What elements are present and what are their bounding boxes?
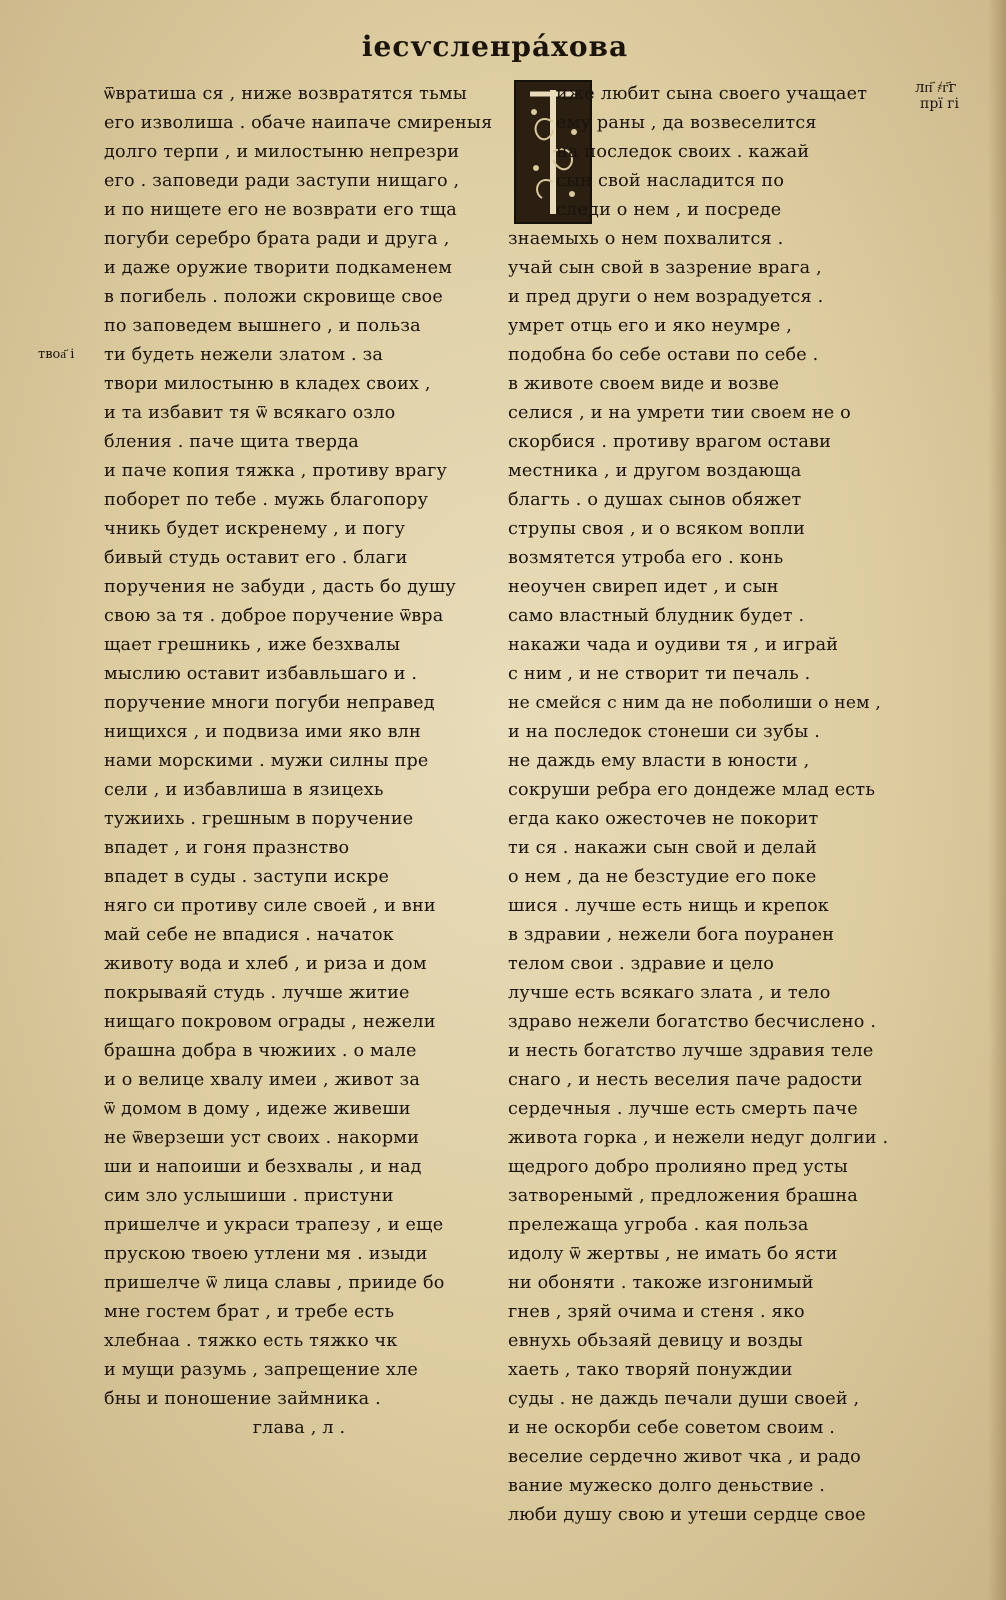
text-line: живота горка , и нежели недуг долгии .: [508, 1128, 889, 1148]
text-line: знаемыхь о нем похвалится .: [508, 229, 784, 249]
text-line: телом свои . здравие и цело: [508, 954, 775, 974]
margin-note-left: твоа҃ і: [38, 347, 75, 362]
text-line: ти ся . накажи сын свой и делай: [508, 838, 817, 858]
text-line: прускою твоею утлени мя . изыди: [104, 1244, 428, 1264]
text-line: прележаща угроба . кая польза: [508, 1215, 809, 1235]
text-line: вание мужеско долго деньствие .: [508, 1476, 826, 1496]
text-line: шися . лучше есть нищь и крепок: [508, 896, 829, 916]
page-edge-shadow: [988, 0, 1006, 1600]
text-line: и паче копия тяжка , противу врагу: [104, 461, 448, 481]
text-line: местника , и другом воздающа: [508, 461, 802, 481]
margin-note-right: прї гі: [920, 96, 960, 112]
text-line: и мущи разумь , запрещение хле: [104, 1360, 418, 1380]
text-line: хлебнаа . тяжко есть тяжко чк: [104, 1331, 398, 1351]
text-line: бления . паче щита тверда: [104, 432, 359, 452]
text-line: не ѿверзеши уст своих . накорми: [104, 1128, 420, 1148]
text-line: и на последок стонеши си зубы .: [508, 722, 820, 742]
text-line: иже любит сына своего учащает: [556, 84, 868, 104]
text-line: само властный блудник будет .: [508, 606, 805, 626]
text-line: сын свой насладится по: [556, 171, 785, 191]
text-line: и несть богатство лучше здравия теле: [508, 1041, 874, 1061]
text-line: люби душу свою и утеши сердце свое: [508, 1505, 866, 1525]
text-line: неоучен свиреп идет , и сын: [508, 577, 779, 597]
text-line: свою за тя . доброе поручение ѿвра: [104, 606, 444, 626]
text-line: и та избавит тя ѿ всякаго озло: [104, 403, 396, 423]
text-line: в здравии , нежели бога поуранен: [508, 925, 835, 945]
text-line: сим зло услышиши . пристуни: [104, 1186, 394, 1206]
text-line: ѿвратиша ся , ниже возвратятся тьмы: [104, 84, 467, 104]
text-line: погуби серебро брата ради и друга ,: [104, 229, 450, 249]
text-line: селися , и на умрети тии своем не о: [508, 403, 851, 423]
text-line: учай сын свой в зазрение врага ,: [508, 258, 822, 278]
text-line: по заповедем вышнего , и польза: [104, 316, 421, 336]
text-line: ти будеть нежели златом . за: [104, 345, 384, 365]
text-line: поборет по тебе . мужь благопору: [104, 490, 429, 510]
page-number: лп҃ ҂г҃г: [915, 78, 957, 96]
text-line: ѿ домом в дому , идеже живеши: [104, 1099, 411, 1119]
text-line: май себе не впадися . начаток: [104, 925, 394, 945]
text-line: поручение многи погуби неправед: [104, 693, 435, 713]
text-line: покрываяй студь . лучше житие: [104, 983, 410, 1003]
text-line: мыслию оставит избавльшаго и .: [104, 664, 418, 684]
text-line: лучше есть всякаго злата , и тело: [508, 983, 831, 1003]
text-line: впадет , и гоня празнство: [104, 838, 350, 858]
text-line: бивый студь оставит его . благи: [104, 548, 408, 568]
text-line: суды . не даждь печали души своей ,: [508, 1389, 860, 1409]
text-line: в погибель . положи скровище свое: [104, 287, 443, 307]
text-line: мне гостем брат , и требе есть: [104, 1302, 395, 1322]
text-line: накажи чада и оудиви тя , и играй: [508, 635, 839, 655]
text-line: с ним , и не створит ти печаль .: [508, 664, 811, 684]
text-line: о нем , да не безстудие его поке: [508, 867, 817, 887]
text-line: ши и напоиши и безхвалы , и над: [104, 1157, 422, 1177]
text-line: и не оскорби себе советом своим .: [508, 1418, 836, 1438]
text-line: животу вода и хлеб , и риза и дом: [104, 954, 427, 974]
text-line: гнев , зряй очима и стеня . яко: [508, 1302, 805, 1322]
text-line: сокруши ребра его дондеже млад есть: [508, 780, 876, 800]
text-line: пришелче и украси трапезу , и еще: [104, 1215, 444, 1235]
text-line: струпы своя , и о всяком вопли: [508, 519, 806, 539]
text-line: нами морскими . мужи силны пре: [104, 751, 429, 771]
text-line: его . заповеди ради заступи нищаго ,: [104, 171, 460, 191]
left-text-column: [104, 80, 494, 1443]
text-line: на последок своих . кажай: [556, 142, 810, 162]
text-line: снаго , и несть веселия паче радости: [508, 1070, 863, 1090]
text-line: хаеть , тако творяй понуждии: [508, 1360, 793, 1380]
text-line: идолу ѿ жертвы , не имать бо ясти: [508, 1244, 838, 1264]
text-line: твори милостыню в кладех своих ,: [104, 374, 431, 394]
right-text-column: [508, 80, 888, 1530]
text-line: скорбися . противу врагом остави: [508, 432, 832, 452]
text-line: не смейся с ним да не поболиши о нем ,: [508, 693, 881, 713]
text-line: и пред други о нем возрадуется .: [508, 287, 824, 307]
text-line: и о велице хвалу имеи , живот за: [104, 1070, 421, 1090]
running-head-title: іесѵсленра́хова: [361, 30, 629, 63]
text-line: возмятется утроба его . конь: [508, 548, 784, 568]
text-line: щает грешникь , иже безхвалы: [104, 635, 401, 655]
text-line: егда како ожесточев не покорит: [508, 809, 819, 829]
text-line: сели , и избавлиша в язицехь: [104, 780, 384, 800]
text-line: ему раны , да возвеселится: [556, 113, 817, 133]
text-line: затворенымй , предложения брашна: [508, 1186, 858, 1206]
text-line: сердечныя . лучше есть смерть паче: [508, 1099, 858, 1119]
text-line: тужиихь . грешным в поручение: [104, 809, 414, 829]
text-line: умрет отць его и яко неумре ,: [508, 316, 793, 336]
text-line: бны и поношение займника .: [104, 1389, 381, 1409]
text-line: здраво нежели богатство бесчислено .: [508, 1012, 877, 1032]
text-line: брашна добра в чюжиих . о мале: [104, 1041, 417, 1061]
text-line: евнухь обьзаяй девицу и возды: [508, 1331, 803, 1351]
text-line: чникь будет искренему , и погу: [104, 519, 406, 539]
text-line: следи о нем , и посреде: [556, 200, 782, 220]
text-line: нищихся , и подвиза ими яко влн: [104, 722, 421, 742]
text-line: щедрого добро пролияно пред усты: [508, 1157, 848, 1177]
text-line: няго си противу силе своей , и вни: [104, 896, 436, 916]
text-line: долго терпи , и милостыню непрезри: [104, 142, 460, 162]
text-line: в животе своем виде и возве: [508, 374, 780, 394]
text-line: веселие сердечно живот чка , и радо: [508, 1447, 861, 1467]
text-line: благть . о душах сынов обяжет: [508, 490, 802, 510]
text-line: ни обоняти . такоже изгонимый: [508, 1273, 814, 1293]
text-line: подобна бо себе остави по себе .: [508, 345, 819, 365]
text-line: впадет в суды . заступи искре: [104, 867, 390, 887]
text-line: не даждь ему власти в юности ,: [508, 751, 810, 771]
text-line: нищаго покровом ограды , нежели: [104, 1012, 436, 1032]
text-line: пришелче ѿ лица славы , прииде бо: [104, 1273, 445, 1293]
text-line: и по нищете его не возврати его тща: [104, 200, 457, 220]
chapter-marker: глава , л .: [252, 1418, 346, 1438]
text-line: его изволиша . обаче наипаче смиреныя: [104, 113, 493, 133]
text-line: и даже оружие творити подкаменем: [104, 258, 453, 278]
text-line: поручения не забуди , дасть бо душу: [104, 577, 456, 597]
